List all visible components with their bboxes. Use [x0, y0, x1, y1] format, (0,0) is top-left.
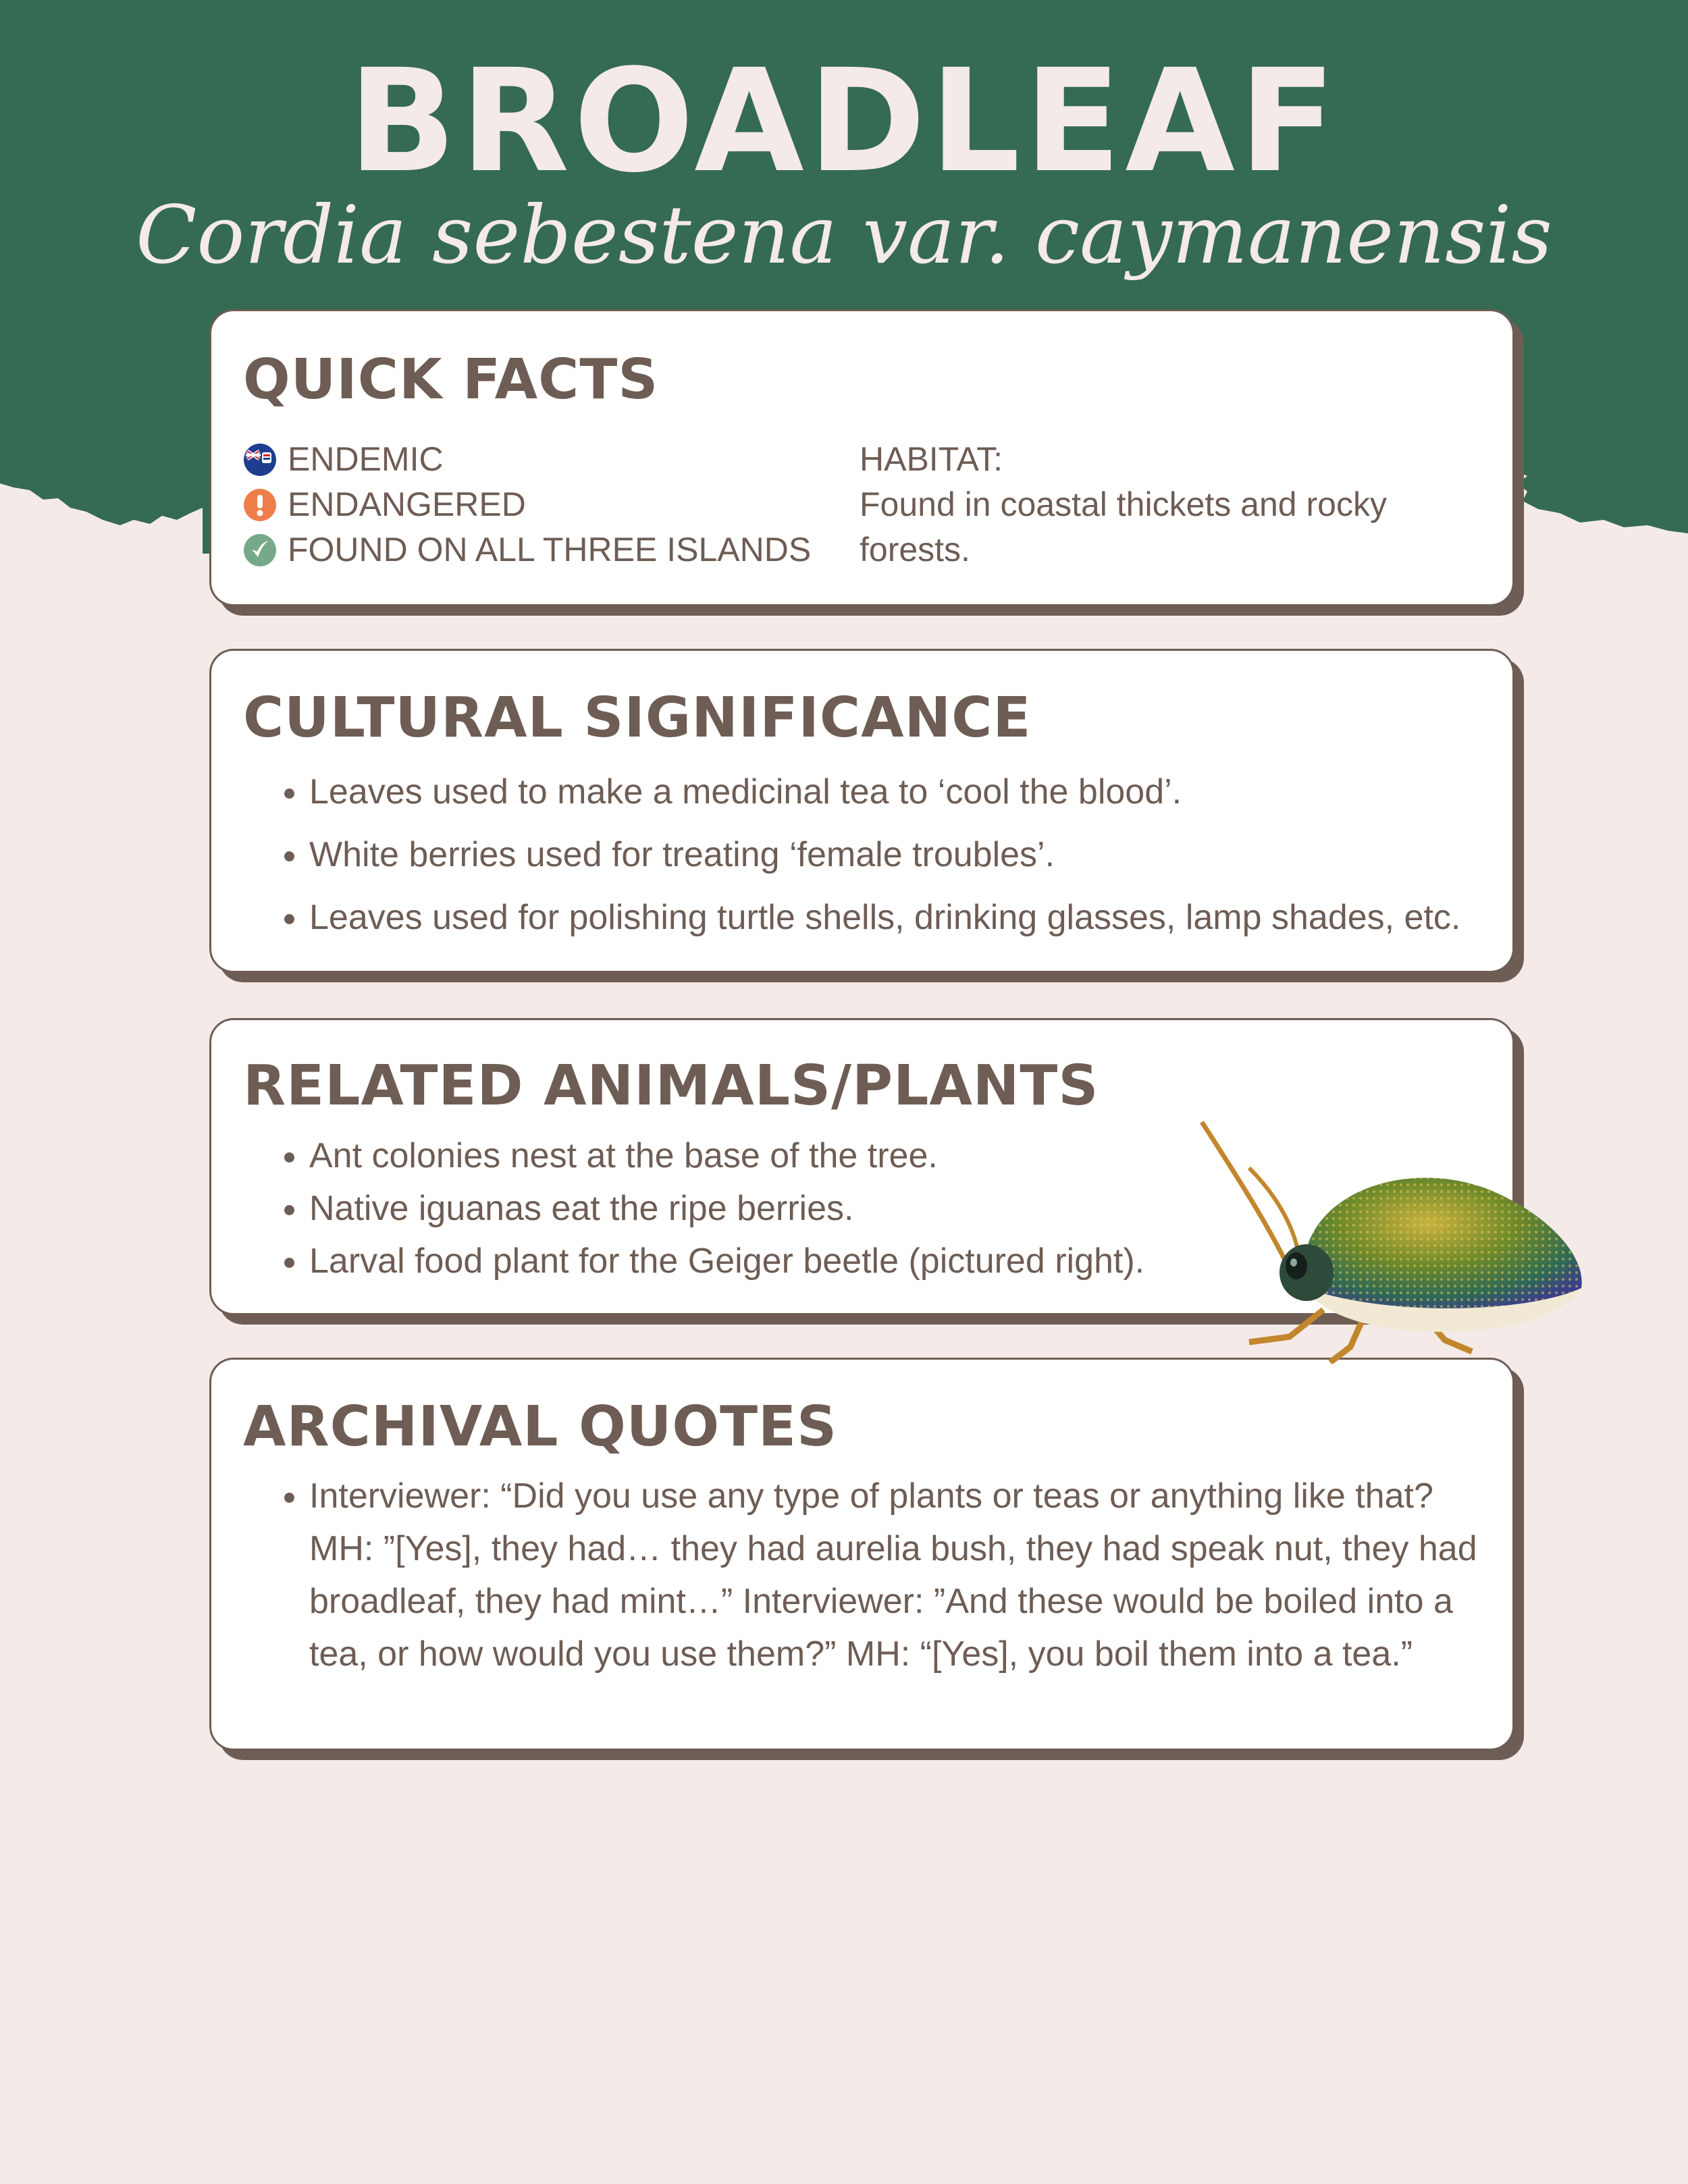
list-item: • Leaves used for polishing turtle shells, drinking glasses, lamp shades, etc. — [309, 886, 1511, 949]
fact-endemic — [243, 437, 837, 482]
fact-endangered — [243, 482, 837, 527]
page-title: BROADLEAF — [348, 38, 1340, 204]
cultural-significance-list — [275, 761, 1511, 949]
quick-facts-card — [209, 309, 1514, 606]
cayman-flag-icon — [243, 443, 277, 477]
fact-all-islands — [243, 527, 837, 572]
cultural-significance-heading: CULTURAL SIGNIFICANCE — [243, 686, 1032, 750]
quick-facts-heading: QUICK FACTS — [243, 348, 659, 412]
fact-label: FOUND ON ALL THREE ISLANDS — [288, 531, 812, 568]
list-item: • Ant colonies nest at the base of the tree. — [309, 1129, 1187, 1182]
list-item: • Native iguanas eat the ripe berries. — [309, 1182, 1187, 1235]
exclamation-icon — [243, 488, 277, 522]
archival-quotes-card — [209, 1358, 1514, 1751]
fact-label: ENDANGERED — [288, 485, 526, 523]
habitat-block — [860, 437, 1467, 572]
quick-facts-list — [243, 437, 837, 572]
fact-label: ENDEMIC — [288, 440, 444, 478]
related-heading: RELATED ANIMALS/PLANTS — [243, 1054, 1099, 1118]
list-item: • Leaves used to make a medicinal tea to ‘cool the blood’. — [309, 761, 1511, 824]
list-item: • Interviewer: “Did you use any type of plants or teas or anything like that? MH: ”[Yes], they had… they had aurelia bush, they had speak nut, they had broadleaf, they had mint…” Interviewer: ”And these would be boiled into a tea, or how would you use them?” MH: “[Yes], you boil them into a tea.” — [309, 1470, 1498, 1680]
cultural-significance-card — [209, 649, 1514, 973]
archival-quotes-heading: ARCHIVAL QUOTES — [243, 1395, 838, 1459]
habitat-text-line1: Found in coastal thickets and rocky — [860, 485, 1387, 523]
list-item: • White berries used for treating ‘female troubles’. — [309, 824, 1511, 886]
habitat-text-line2: forests. — [860, 531, 970, 568]
scientific-name: Cordia sebestena var. caymanensis — [136, 188, 1552, 282]
archival-quotes-list — [275, 1470, 1498, 1680]
habitat-label: HABITAT: — [860, 440, 1003, 478]
list-item: • Larval food plant for the Geiger beetle (pictured right). — [309, 1235, 1187, 1287]
leaf-check-icon — [243, 533, 277, 567]
related-list — [275, 1129, 1187, 1287]
geiger-beetle-illustration — [1188, 1114, 1593, 1364]
